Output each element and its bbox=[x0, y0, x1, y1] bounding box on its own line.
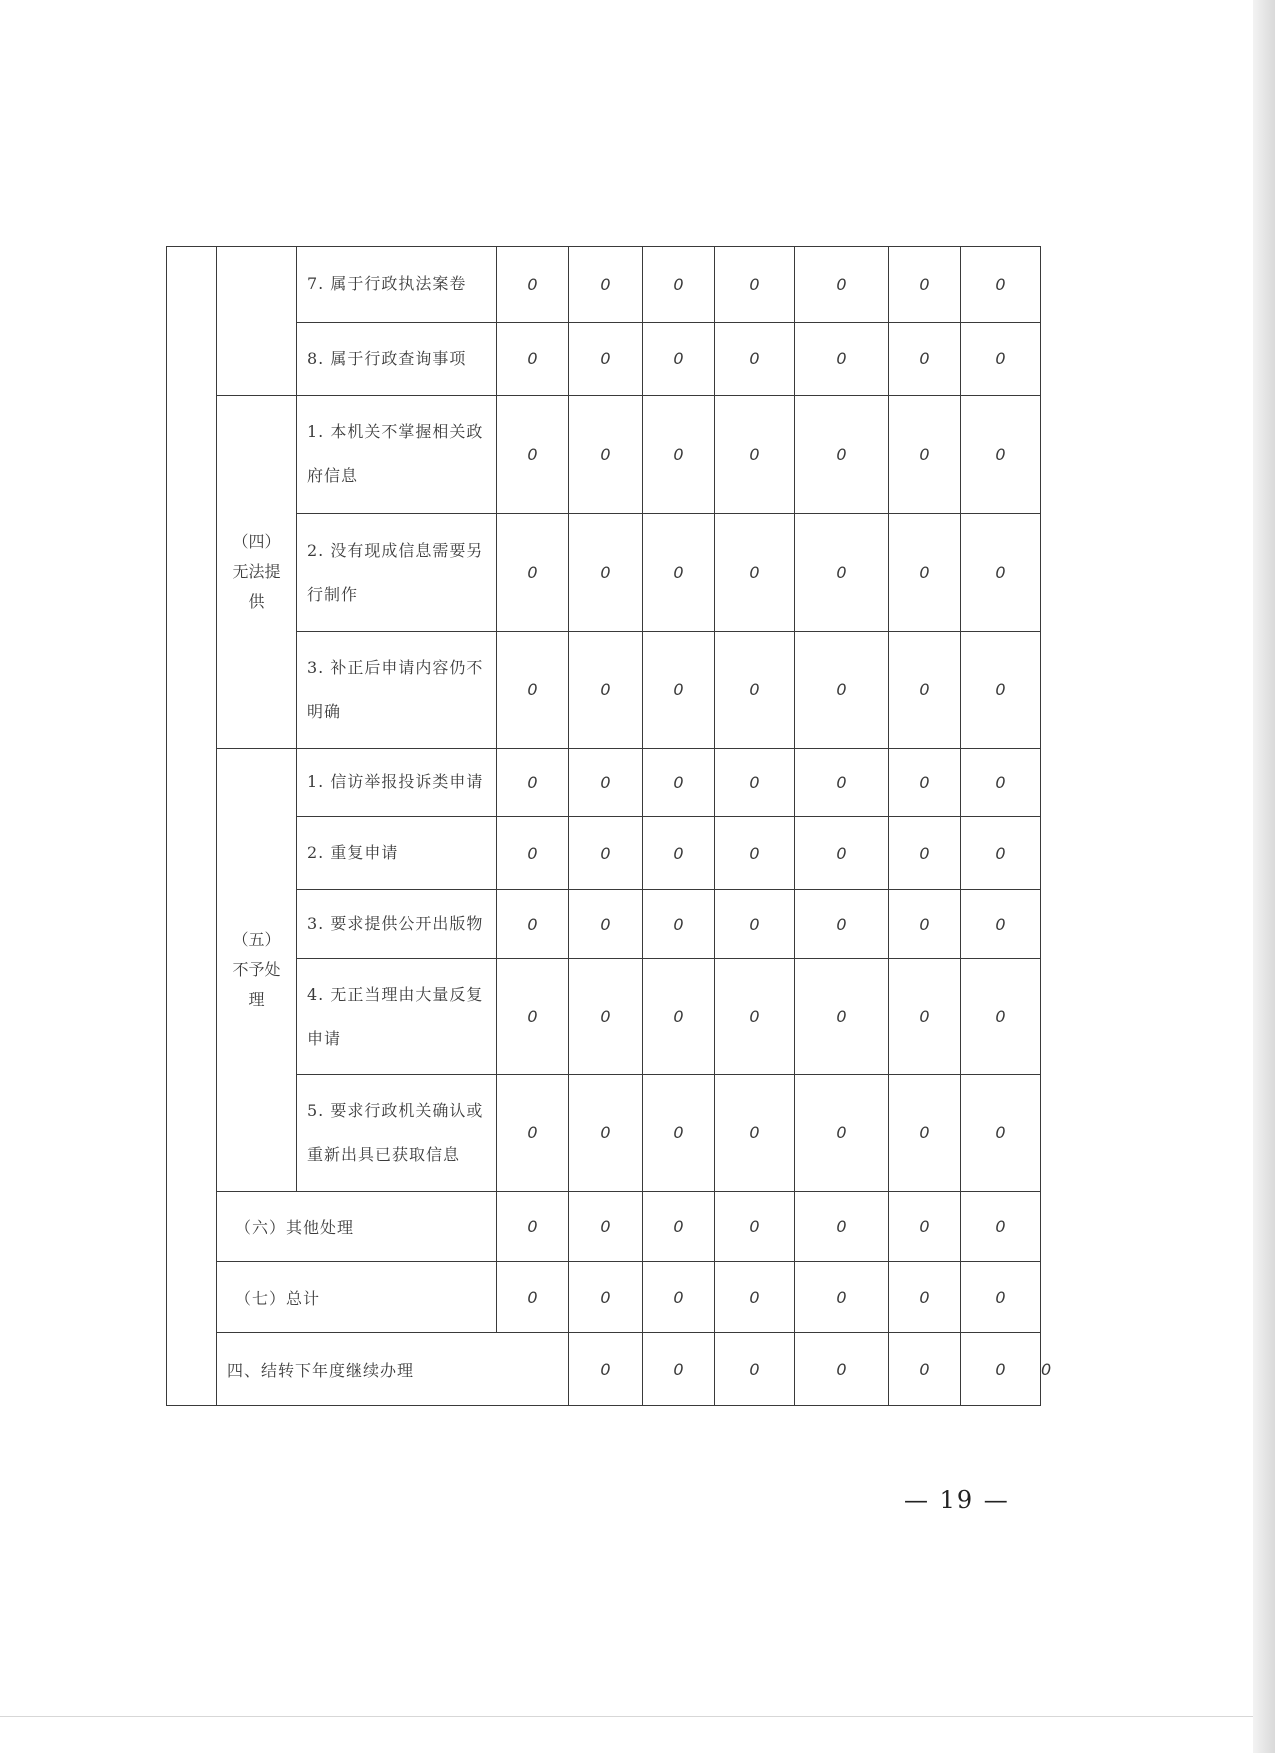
value-cell: 0 bbox=[569, 958, 643, 1074]
row-label: 1. 本机关不掌握相关政 府信息 bbox=[297, 395, 497, 513]
value-cell: 0 bbox=[795, 958, 889, 1074]
row-label: 5. 要求行政机关确认或 重新出具已获取信息 bbox=[297, 1075, 497, 1191]
value-cell: 0 bbox=[715, 322, 795, 395]
value-cell: 0 bbox=[497, 513, 569, 631]
value-cell: 0 bbox=[715, 1262, 795, 1333]
value-cell: 0 bbox=[961, 322, 1041, 395]
value-cell: 0 bbox=[497, 1262, 569, 1333]
value-cell: 0 bbox=[497, 322, 569, 395]
table-row bbox=[167, 1262, 1041, 1333]
table-row: 四、结转下年度继续办理 0 0 0 0 0 0 0 bbox=[167, 1333, 1041, 1406]
value-cell: 0 bbox=[497, 247, 569, 323]
table-row bbox=[167, 958, 1041, 1074]
value-cell: 0 bbox=[715, 817, 795, 890]
value-cell: 0 bbox=[643, 1075, 715, 1191]
value-cell: 0 bbox=[961, 958, 1041, 1074]
value-cell: 0 bbox=[643, 1191, 715, 1262]
group-number: （四） bbox=[232, 531, 281, 551]
value-cell: 0 bbox=[889, 748, 961, 817]
value-cell: 0 bbox=[715, 247, 795, 323]
group-not-processed bbox=[217, 748, 297, 1191]
value-cell: 0 bbox=[497, 1075, 569, 1191]
row-label: （七）总计 bbox=[217, 1262, 497, 1333]
row-label: 2. 重复申请 bbox=[297, 817, 497, 890]
value-cell: 0 bbox=[795, 322, 889, 395]
value-cell: 0 bbox=[889, 1333, 961, 1406]
value-cell: 0 bbox=[569, 1191, 643, 1262]
value-cell: 0 bbox=[643, 513, 715, 631]
value-cell: 0 bbox=[961, 395, 1041, 513]
value-cell: 0 bbox=[795, 247, 889, 323]
value-cell: 0 bbox=[715, 513, 795, 631]
value-cell: 0 bbox=[569, 1333, 643, 1406]
value-cell: 0 bbox=[961, 1262, 1041, 1333]
value-cell: 0 bbox=[961, 513, 1041, 631]
value-cell: 0 bbox=[569, 513, 643, 631]
value-cell: 0 bbox=[795, 1075, 889, 1191]
value-cell: 0 bbox=[961, 817, 1041, 890]
value-cell: 0 bbox=[795, 748, 889, 817]
table-row bbox=[167, 247, 1041, 323]
value-cell: 0 bbox=[643, 1262, 715, 1333]
row-label: 3. 要求提供公开出版物 bbox=[297, 890, 497, 959]
value-cell: 0 bbox=[795, 1333, 889, 1406]
row-label: 4. 无正当理由大量反复 申请 bbox=[297, 958, 497, 1074]
value-cell: 0 bbox=[497, 1191, 569, 1262]
value-cell: 0 bbox=[497, 748, 569, 817]
row-label: 7. 属于行政执法案卷 bbox=[297, 247, 497, 323]
table-row bbox=[167, 395, 1041, 513]
value-cell: 0 bbox=[889, 958, 961, 1074]
group-label-line2: 供 bbox=[248, 591, 265, 611]
value-cell: 0 bbox=[961, 247, 1041, 323]
value-cell: 0 bbox=[961, 1191, 1041, 1262]
group-number: （五） bbox=[232, 929, 281, 949]
value-cell: 0 bbox=[715, 958, 795, 1074]
value-cell: 0 bbox=[643, 748, 715, 817]
value-cell: 0 bbox=[715, 1191, 795, 1262]
outer-blank-column bbox=[167, 247, 217, 1406]
value-cell: 0 bbox=[961, 1333, 1041, 1406]
value-cell: 0 bbox=[643, 958, 715, 1074]
value-cell: 0 bbox=[715, 632, 795, 748]
value-cell: 0 bbox=[795, 817, 889, 890]
table-row bbox=[167, 817, 1041, 890]
value-cell: 0 bbox=[961, 1075, 1041, 1191]
value-cell: 0 bbox=[889, 1075, 961, 1191]
value-cell: 0 bbox=[497, 395, 569, 513]
value-cell: 0 bbox=[497, 890, 569, 959]
value-cell: 0 bbox=[643, 395, 715, 513]
value-cell: 0 bbox=[643, 890, 715, 959]
value-cell: 0 bbox=[795, 1262, 889, 1333]
row-label: 1. 信访举报投诉类申请 bbox=[297, 748, 497, 817]
value-cell: 0 bbox=[643, 632, 715, 748]
value-cell: 0 bbox=[795, 632, 889, 748]
group-three-continued bbox=[217, 247, 297, 396]
row-label: （六）其他处理 bbox=[217, 1191, 497, 1262]
value-cell: 0 bbox=[569, 247, 643, 323]
value-cell: 0 bbox=[643, 1333, 715, 1406]
value-cell: 0 bbox=[889, 817, 961, 890]
value-cell: 0 bbox=[569, 1262, 643, 1333]
value-cell: 0 bbox=[889, 1262, 961, 1333]
table-row bbox=[167, 1191, 1041, 1262]
group-label-line2: 理 bbox=[248, 989, 265, 1009]
value-cell: 0 bbox=[889, 322, 961, 395]
value-cell: 0 bbox=[889, 890, 961, 959]
value-cell: 0 bbox=[961, 890, 1041, 959]
value-cell: 0 bbox=[795, 890, 889, 959]
value-cell: 0 bbox=[715, 395, 795, 513]
value-cell: 0 bbox=[961, 748, 1041, 817]
value-cell: 0 bbox=[569, 890, 643, 959]
value-cell: 0 bbox=[643, 247, 715, 323]
table-row bbox=[167, 748, 1041, 817]
row-label: 四、结转下年度继续办理 bbox=[217, 1333, 569, 1406]
value-cell: 0 bbox=[795, 1191, 889, 1262]
value-cell: 0 bbox=[569, 632, 643, 748]
group-cannot-provide bbox=[217, 395, 297, 748]
value-cell: 0 bbox=[497, 632, 569, 748]
value-cell: 0 bbox=[795, 395, 889, 513]
group-label-line1: 不予处 bbox=[232, 959, 281, 979]
value-cell: 0 bbox=[569, 395, 643, 513]
value-cell: 0 bbox=[715, 1075, 795, 1191]
value-cell: 0 bbox=[795, 513, 889, 631]
row-label: 3. 补正后申请内容仍不 明确 bbox=[297, 632, 497, 748]
value-cell: 0 bbox=[889, 513, 961, 631]
value-cell: 0 bbox=[643, 322, 715, 395]
table-row bbox=[167, 632, 1041, 748]
value-cell: 0 bbox=[497, 958, 569, 1074]
table-row bbox=[167, 513, 1041, 631]
table-row bbox=[167, 890, 1041, 959]
value-cell: 0 bbox=[889, 247, 961, 323]
value-cell: 0 bbox=[569, 322, 643, 395]
disclosure-statistics-table bbox=[166, 246, 1052, 1406]
value-cell: 0 bbox=[715, 748, 795, 817]
page-bottom-line bbox=[0, 1716, 1253, 1717]
value-cell: 0 bbox=[643, 817, 715, 890]
value-cell: 0 bbox=[889, 395, 961, 513]
value-cell: 0 bbox=[569, 817, 643, 890]
row-label: 8. 属于行政查询事项 bbox=[297, 322, 497, 395]
value-cell: 0 bbox=[889, 1191, 961, 1262]
row-label: 2. 没有现成信息需要另 行制作 bbox=[297, 513, 497, 631]
value-cell: 0 bbox=[715, 890, 795, 959]
value-cell: 0 bbox=[569, 748, 643, 817]
value-cell: 0 bbox=[961, 632, 1041, 748]
table-row bbox=[167, 1075, 1041, 1191]
group-label-line1: 无法提 bbox=[232, 561, 281, 581]
table-row bbox=[167, 322, 1041, 395]
page-number: — 19 — bbox=[904, 1486, 1010, 1514]
value-cell: 0 bbox=[569, 1075, 643, 1191]
value-cell: 0 bbox=[715, 1333, 795, 1406]
value-cell: 0 bbox=[889, 632, 961, 748]
value-cell: 0 bbox=[497, 817, 569, 890]
scan-edge bbox=[1253, 0, 1275, 1753]
